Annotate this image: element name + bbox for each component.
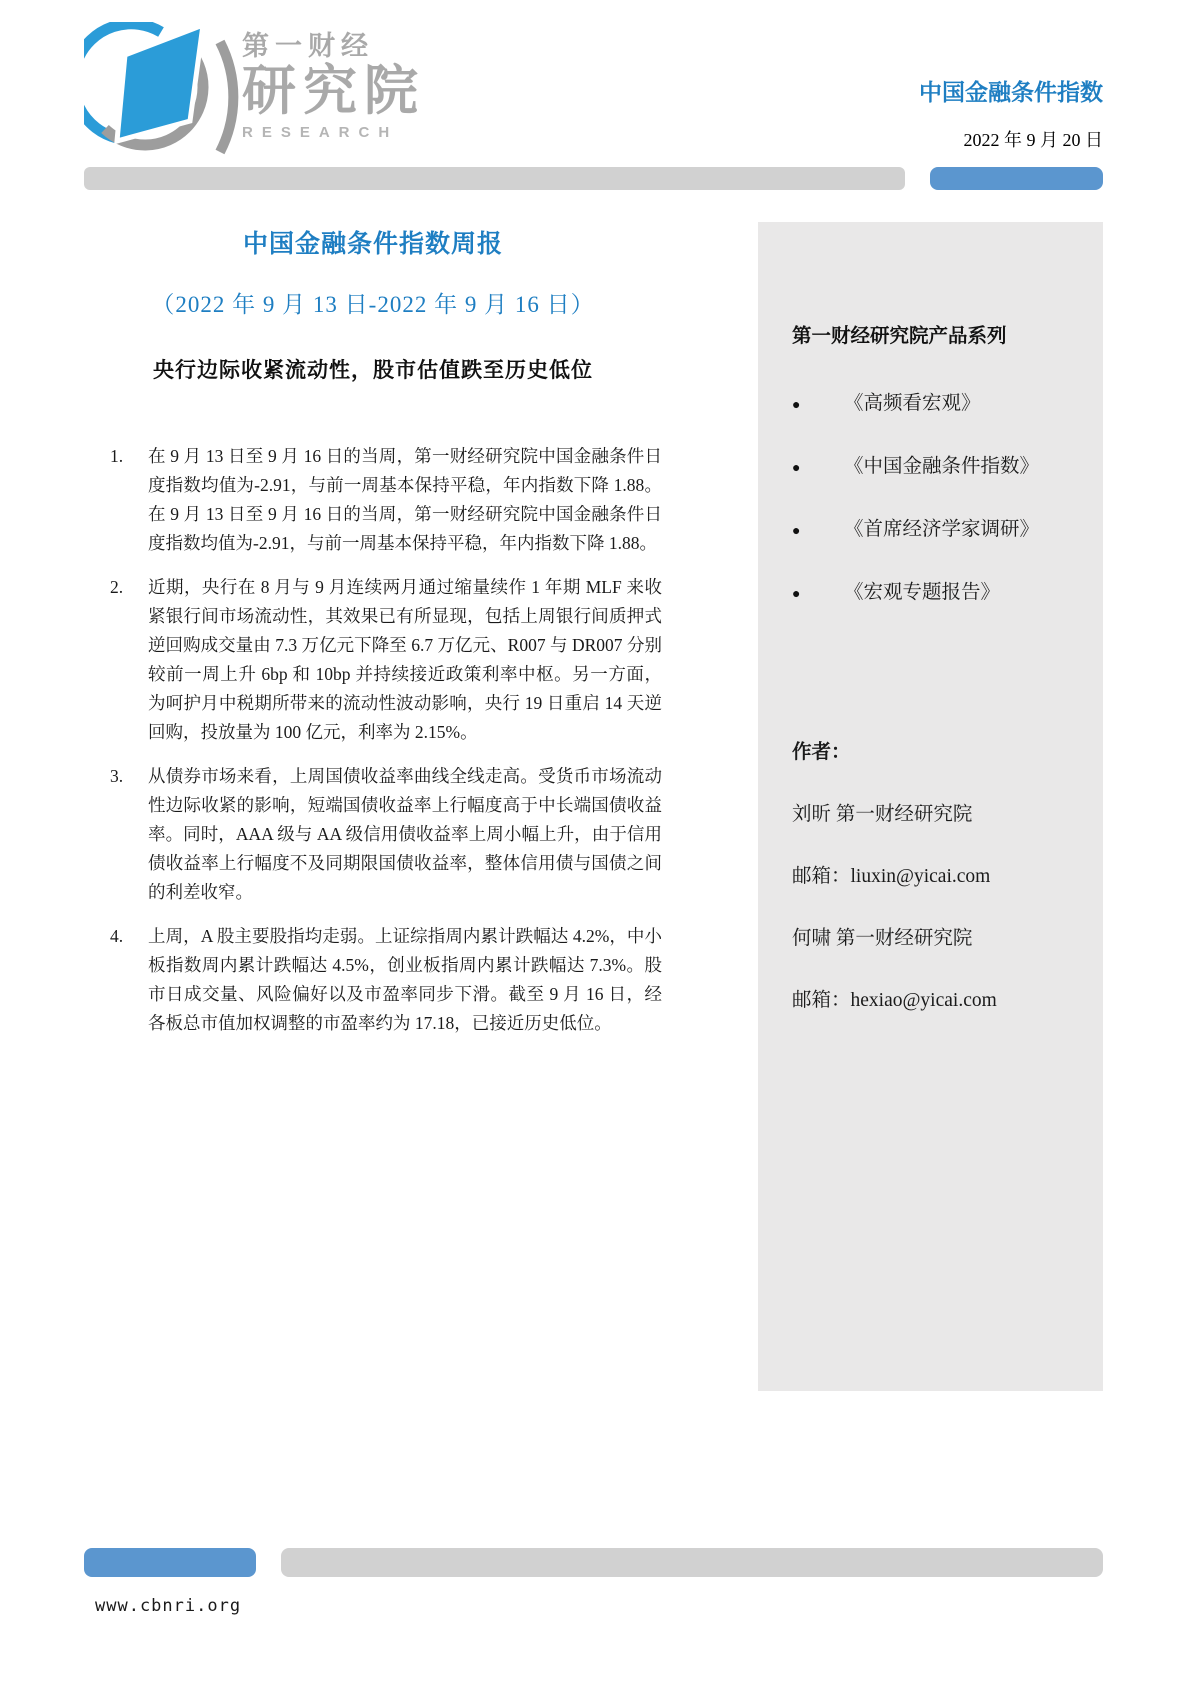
series-item (792, 580, 1069, 608)
point-number: 2. (110, 577, 124, 597)
logo-text (242, 32, 425, 141)
point-text: 上周，A 股主要股指均走弱。上证综指周内累计跌幅达 4.2%，中小板指数周内累计跌幅达 4.5%，创业板指周内累计跌幅达 7.3%。股市日成交量、风险偏好以及市盈率同步下滑。截至 9 月 16 日，经各板总市值加权调整的市盈率约为 17.18，已接近历史低位。 (148, 926, 662, 1033)
logo-line-cn1: 第一财经 (242, 31, 374, 61)
series-item-label: 《宏观专题报告》 (844, 582, 1001, 603)
point-number: 3. (110, 766, 124, 786)
report-body (84, 224, 662, 1053)
series-item (792, 454, 1069, 482)
point-number: 4. (110, 926, 124, 946)
key-point-item (84, 922, 662, 1038)
header-blue-bar (930, 167, 1103, 190)
key-point-item (84, 573, 662, 747)
series-item-label: 《高频看宏观》 (844, 393, 981, 414)
author-name: 刘昕 第一财经研究院 (792, 804, 973, 825)
footer-blue-bar (84, 1548, 256, 1577)
bullet-icon: ● (792, 398, 801, 413)
report-date: 2022 年 9 月 20 日 (963, 130, 1103, 150)
author-email: 邮箱：hexiao@yicai.com (792, 990, 997, 1011)
product-series-title: 第一财经研究院产品系列 (792, 326, 1007, 347)
logo-line-en: RESEARCH (242, 124, 399, 142)
product-series-list (792, 391, 1069, 608)
report-period: （2022 年 9 月 13 日-2022 年 9 月 16 日） (151, 292, 595, 317)
header-gray-bar (84, 167, 905, 190)
point-text: 近期，央行在 8 月与 9 月连续两月通过缩量续作 1 年期 MLF 来收紧银行间市场流动性，其效果已有所显现，包括上周银行间质押式逆回购成交量由 7.3 万亿元下降至 6.7 万亿元、R007 与 DR007 分别较前一周上升 6bp 和 10bp 并持续接近政策利率中枢。另一方面，为呵护月中税期所带来的流动性波动影响，央行 19 日重启 14 天逆回购，投放量为 100 亿元，利率为 2.15%。 (148, 577, 662, 742)
yicai-research-logo (84, 22, 524, 167)
point-text: 从债券市场来看，上周国债收益率曲线全线走高。受货币市场流动性边际收紧的影响，短端国债收益率上行幅度高于中长端国债收益率。同时，AAA 级与 AA 级信用债收益率上周小幅上升，由于信用债收益率上行幅度不及同期限国债收益率，整体信用债与国债之间的利差收窄。 (148, 766, 662, 902)
point-number: 1. (110, 446, 124, 466)
website-url: www.cbnri.org (95, 1596, 242, 1616)
product-label: 中国金融条件指数 (919, 79, 1103, 105)
key-point-item (84, 442, 662, 558)
bullet-icon: ● (792, 524, 801, 539)
author-name: 何啸 第一财经研究院 (792, 928, 973, 949)
series-item (792, 391, 1069, 419)
report-headline: 央行边际收紧流动性，股市估值跌至历史低位 (153, 358, 593, 382)
report-title: 中国金融条件指数周报 (242, 230, 503, 258)
footer-gray-bar (281, 1548, 1103, 1577)
sidebar-panel (758, 222, 1103, 1391)
series-item-label: 《中国金融条件指数》 (844, 456, 1040, 477)
series-item (792, 517, 1069, 545)
author-email: 邮箱：liuxin@yicai.com (792, 866, 991, 887)
authors-label: 作者： (792, 742, 851, 763)
key-points-list (84, 442, 662, 1038)
bullet-icon: ● (792, 461, 801, 476)
key-point-item (84, 762, 662, 907)
yicai-logo-mark-icon (84, 22, 244, 162)
logo-line-cn2: 研究院 (242, 60, 425, 121)
point-text: 在 9 月 13 日至 9 月 16 日的当周，第一财经研究院中国金融条件日度指数均值为-2.91，与前一周基本保持平稳，年内指数下降 1.88。在 9 月 13 日至 9 月 16 日的当周，第一财经研究院中国金融条件日度指数均值为-2.91，与前一周基本保持平稳，年内指数下降 1.88。 (148, 446, 662, 553)
bullet-icon: ● (792, 587, 801, 602)
series-item-label: 《首席经济学家调研》 (844, 519, 1040, 540)
authors-block (792, 740, 1069, 1014)
